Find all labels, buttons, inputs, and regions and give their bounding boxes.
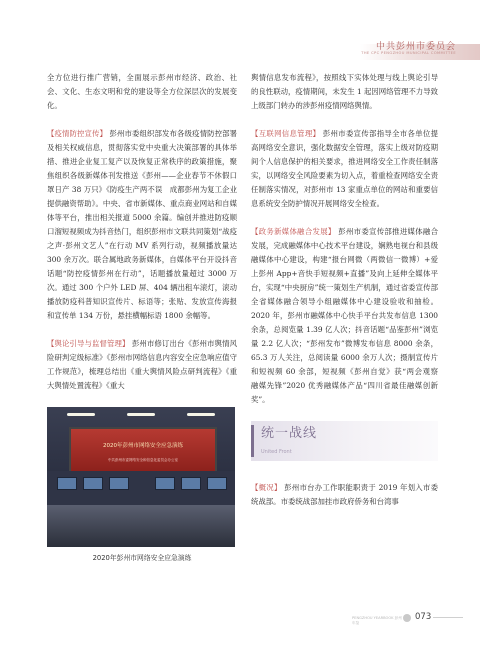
section-tag: 【舆论引导与监督管理】 <box>47 339 130 348</box>
page-header <box>0 0 480 60</box>
monitor <box>155 477 175 490</box>
page-number: 073 <box>415 612 432 622</box>
monitor <box>83 477 103 490</box>
section-text: 彭州市修订出台《彭州市舆情风险研判定级标准》《彭州市网络信息内容安全应急响应值守工作规范》，梳理总结出《重大舆情风险点研判流程》《重大舆情处置流程》《重大 <box>47 339 237 390</box>
section-tag: 【概况】 <box>251 483 282 492</box>
monitor <box>181 477 201 490</box>
monitor <box>109 477 129 490</box>
left-column <box>47 71 237 565</box>
section-tag: 【疫情防控宣传】 <box>47 129 108 138</box>
running-header-subtitle: THE CPC PENGZHOU MUNICIPAL COMMITTEE <box>361 51 456 55</box>
banner-accent-bar <box>251 425 254 457</box>
section-text: 彭州市委宣传部指导全市各单位提高网络安全意识，强化数据安全管理，落实上级对防疫期间个人信息保护的相关要求，推进网络安全工作责任制落实，以网络安全风险要素为切入点，着重检查网络安全责任制落实情况，对彭州市 13 家重点单位的网站和重要信息系统安全防护情况开展网络安全检查。 <box>251 129 438 208</box>
monitor <box>207 477 227 490</box>
running-header-title: 中共彭州市委员会 <box>375 42 456 52</box>
footer-yearbook-label: PENGZHOU YEARBOOK 彭州年鉴 <box>352 616 402 625</box>
section-tag: 【政务新媒体融合发展】 <box>251 227 336 236</box>
emergency-drill-photo <box>47 407 235 547</box>
right-column <box>251 71 446 523</box>
section-text: 彭州市委宣传部推进媒体融合发展，完成融媒体中心技术平台建设，娴熟电视台和县级融媒体中心建设，构建“报台网微（两微信一微博）+爱上彭州 App+音快手短视频+直播”及向上延伸全媒体平台，实现“中央厨房”统一策划生产机制，通过省委宣传部全省媒体融合领导小组融媒体中心建设验收和抽检。2020 年，彭州市融媒体中心快手平台共发布信息 1300 余条，总阅览量 1.39 亿人次；抖音话题“品鉴彭州”浏览量 2.2 亿人次；“彭州发布”微博发布信息 8000 余条，65.3 万人关注，总阅读量 6000 余万人次；摄制宣传片和短视频 60 余部，短视频《彭州自觉》获“两会观察 融媒先锋”2020 优秀融媒体产品“四川省最佳融媒创新奖”。 <box>251 227 446 404</box>
footer-rule <box>433 617 463 618</box>
screen-title: 2020年彭州市网络安全应急演练 <box>103 443 183 449</box>
chapter-subtitle: United Front <box>261 449 292 455</box>
footer-dot <box>403 614 411 622</box>
screen-subtitle: 中共彭州市委网络安全和信息化委员会办公室 <box>108 458 178 462</box>
section-internet-info <box>251 127 438 211</box>
ceiling-light <box>67 413 95 416</box>
section-overview <box>251 481 438 509</box>
section-epidemic-publicity <box>47 127 237 323</box>
photo-caption: 2020年彭州市网络安全应急演练 <box>92 554 192 562</box>
ceiling-light <box>127 413 155 416</box>
ceiling-light <box>187 413 215 416</box>
section-tag: 【互联网信息管理】 <box>251 129 321 138</box>
intro-paragraph: 全方位进行推广营销，全面展示彭州市经济、政治、社会、文化、生态文明和党的建设等全方位深层次的发展变化。 <box>47 73 237 110</box>
chapter-title: 统一战线 <box>261 426 318 441</box>
chapter-banner <box>251 421 438 461</box>
section-opinion-guidance <box>47 337 237 393</box>
presentation-screen <box>69 427 217 473</box>
operator-desks <box>47 505 235 547</box>
section-new-media <box>251 225 446 407</box>
section-text: 彭州市台办工作职能职责于 2019 年划入市委统战部。市委统战部加挂市政府侨务和台湾事 <box>251 483 438 506</box>
continued-paragraph: 舆情信息发布流程》，按照线下实体处理与线上舆论引导的良性联动，疫情期间，未发生 1 起因网络管理不力导致上级部门转办的涉彭州疫情网络舆情。 <box>251 73 438 110</box>
section-text: 彭州市委组织部发布各级疫情防控部署及相关权威信息，贯彻落实党中央重大决策部署的具体举措、推进企业复工复产以及恢复正常秩序的政策措施，聚焦组织各级新媒体刊发推送《彭州——企业春节不休假口罩日产 38 万只》《防疫生产两不误 成都彭州为复工企业提供融资帮助》。中央、省市新媒体、重点商业网站和自媒体等平台，推出相关报道 5000 余篇。编创并推进防疫顺口溜短视频成为抖音热门，组织彭州市文联共同策划“战疫之声·彭州文艺人”在行动 MV 系列行动，视频播放量达 300 余万次。联合属地政务新媒体，自媒体平台开设抖音话题“防控疫情彭州在行动”，话题播放量超过 3000 万次。通过 300 个户外 LED 屏、404 辆出租车滚灯，滚动播放防疫科普知识宣传片、标语等；张贴、发放宣传海报和宣传单 134 万份，悬挂横幅标语 1800 余幅等。 <box>47 129 237 320</box>
monitor <box>57 477 77 490</box>
